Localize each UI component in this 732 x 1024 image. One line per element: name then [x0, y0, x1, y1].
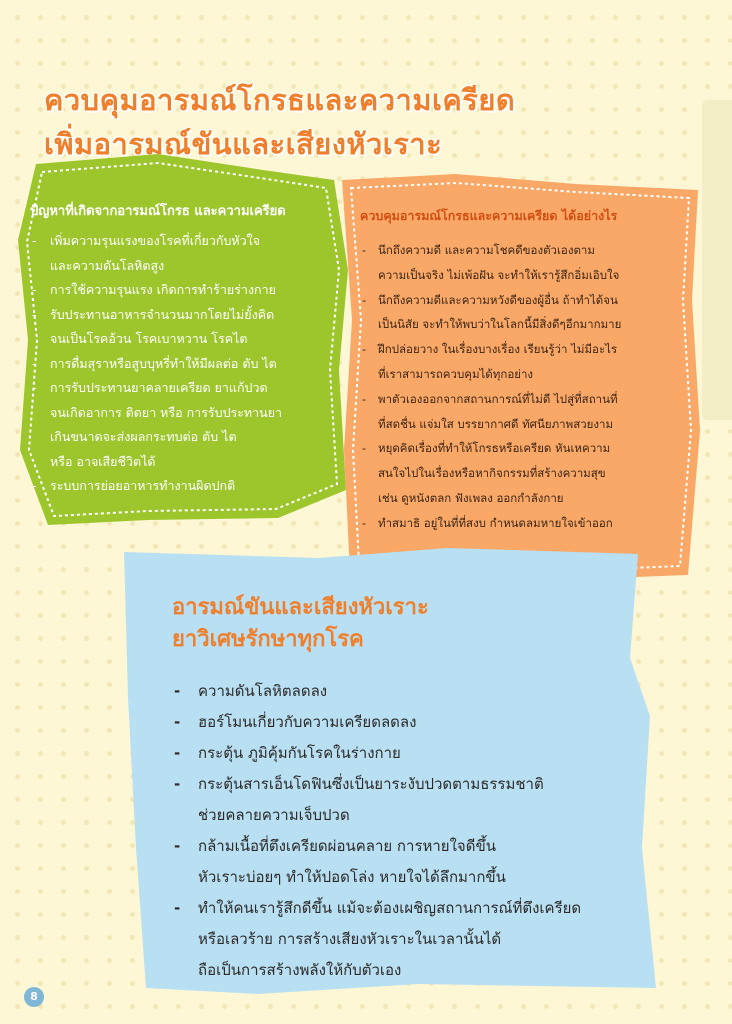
list-item-line: - ความดันโลหิตลดลง: [198, 682, 328, 700]
page-title-line-2: เพิ่มอารมณ์ขันและเสียงหัวเราะ: [44, 127, 443, 161]
list-item-line: จนเกิดอาการ ติดยา หรือ การรับประทานยา: [50, 404, 283, 420]
list-item-line: - การใช้ความรุนแรง เกิดการทำร้ายร่างกาย: [50, 282, 276, 297]
blue-panel-heading-line-2: ยาวิเศษรักษาทุกโรค: [172, 627, 364, 652]
list-item: [360, 436, 690, 510]
list-item-line: - นึกถึงความดี และความโชคดีของตัวเองตาม: [378, 243, 595, 257]
list-item: [172, 738, 632, 769]
list-item-line: ถือเป็นการสร้างพลังให้กับตัวเอง: [198, 961, 402, 979]
list-item-line: เป็นนิสัย จะทำให้พบว่าในโลกนี้มีสิ่งดีๆอีกมากมาย: [378, 317, 622, 332]
list-item-line: - การรับประทานยาคลายเครียด ยาแก้ปวด: [50, 380, 268, 395]
list-item-line: หรือ อาจเสียชีวิตได้: [50, 453, 156, 469]
list-item-line: สนใจไปในเรื่องหรือหากิจกรรมที่สร้างความสุข: [378, 466, 606, 481]
list-item-line: และความดันโลหิตสูง: [50, 257, 165, 273]
page-number: 8: [24, 987, 44, 1007]
list-item-line: - เพิ่มความรุนแรงของโรคที่เกี่ยวกับหัวใจ: [50, 233, 261, 248]
list-item-line: - ระบบการย่อยอาหารทำงานผิดปกติ: [50, 478, 236, 493]
list-item: [172, 769, 632, 831]
list-item: [360, 387, 690, 437]
list-item-line: ความเป็นจริง ไม่เพ้อฝัน จะทำให้เรารู้สึกอิ่มเอิบใจ: [378, 267, 620, 282]
list-item: [30, 303, 335, 352]
list-item-line: - ทำสมาธิ อยู่ในที่ที่สงบ กำหนดลมหายใจเข้าออก: [378, 515, 613, 530]
list-item: [360, 288, 690, 338]
blue-panel-heading-line-1: อารมณ์ขันและเสียงหัวเราะ: [172, 595, 429, 620]
page-title-line-1: ควบคุมอารมณ์โกรธและความเครียด: [44, 83, 516, 117]
list-item: [30, 229, 335, 278]
orange-panel-content: [360, 206, 690, 536]
blue-panel-heading: [172, 592, 632, 656]
list-item: [360, 511, 690, 536]
blue-panel-content: [172, 592, 632, 986]
list-item-line: - ทำให้คนเรารู้สึกดีขึ้น แม้จะต้องเผชิญสถานการณ์ที่ตึงเครียด: [198, 899, 582, 917]
list-item-line: - กล้ามเนื้อที่ตึงเครียดผ่อนคลาย การหายใจดีขึ้น: [198, 837, 496, 855]
list-item-line: - หยุดคิดเรื่องที่ทำให้โกรธหรือเครียด หันเหความ: [378, 441, 611, 456]
orange-panel-list: [360, 238, 690, 536]
list-item-line: หัวเราะบ่อยๆ ทำให้ปอดโล่ง หายใจได้ลึกมากขึ้น: [198, 868, 506, 886]
list-item-line: ช่วยคลายความเจ็บปวด: [198, 806, 350, 824]
list-item: [30, 352, 335, 377]
list-item-line: เกินขนาดจะส่งผลกระทบต่อ ตับ ไต: [50, 429, 237, 444]
list-item-line: - ฝึกปล่อยวาง ในเรื่องบางเรื่อง เรียนรู้ว่า ไม่มีอะไร: [378, 342, 618, 357]
side-tab-decoration: [702, 100, 732, 420]
list-item-line: เช่น ดูหนังตลก ฟังเพลง ออกกำลังกาย: [378, 490, 564, 505]
list-item-line: - ฮอร์โมนเกี่ยวกับความเครียดลดลง: [198, 713, 417, 731]
orange-panel-heading: ควบคุมอารมณ์โกรธและความเครียด ได้อย่างไร: [360, 208, 618, 223]
list-item: [360, 337, 690, 387]
laughter-benefits-panel: [118, 548, 658, 994]
list-item-line: ที่เราสามารถควบคุมได้ทุกอย่าง: [378, 366, 534, 381]
list-item: [172, 707, 632, 738]
anger-problems-panel: [8, 150, 353, 530]
list-item-line: - รับประทานอาหารจำนวนมากโดยไม่ยั้งคิด: [50, 306, 275, 322]
list-item: [30, 474, 335, 499]
list-item: [30, 278, 335, 303]
green-panel-content: [30, 200, 335, 499]
list-item: [172, 831, 632, 893]
list-item: [30, 376, 335, 474]
list-item-line: จนเป็นโรคอ้วน โรคเบาหวาน โรคไต: [50, 331, 248, 346]
list-item-line: - กระตุ้นสารเอ็นโดฟินซึ่งเป็นยาระงับปวดตามธรรมชาติ: [198, 775, 544, 793]
list-item: [172, 893, 632, 986]
list-item-line: - กระตุ้น ภูมิคุ้มกันโรคในร่างกาย: [198, 744, 401, 762]
list-item-line: - การดื่มสุราหรือสูบบุหรี่ทำให้มีผลต่อ ตับ ไต: [50, 355, 277, 371]
blue-panel-list: [172, 676, 632, 986]
list-item-line: - นึกถึงความดีและความหวังดีของผู้อื่น ถ้าทำได้จน: [378, 292, 618, 307]
anger-control-panel: [336, 170, 706, 585]
list-item-line: ที่สดชื่น แจ่มใส บรรยากาศดี ทัศนียภาพสวยงาม: [378, 416, 614, 431]
list-item: [360, 238, 690, 288]
green-panel-heading: ปัญหาที่เกิดจากอารมณ์โกรธ และความเครียด: [30, 204, 286, 219]
list-item: [172, 676, 632, 707]
green-panel-list: [30, 229, 335, 499]
list-item-line: หรือเลวร้าย การสร้างเสียงหัวเราะในเวลานั้นได้: [198, 930, 502, 948]
list-item-line: - พาตัวเองออกจากสถานการณ์ที่ไม่ดี ไปสู่ที่สถานที่: [378, 391, 618, 406]
